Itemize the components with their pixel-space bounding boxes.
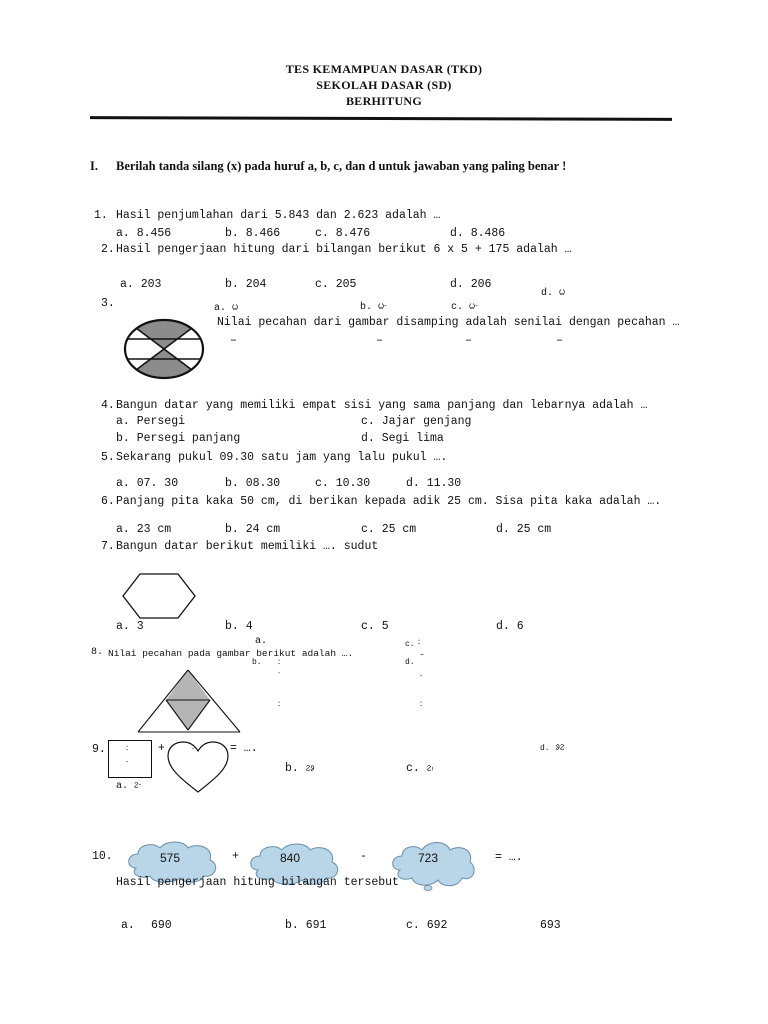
q2-option-a[interactable]: a. 203 — [120, 278, 162, 291]
q8-triangle-figure — [134, 662, 244, 734]
q9-equals: = …. — [230, 742, 258, 755]
q6-option-a[interactable]: a. 23 cm — [116, 523, 172, 536]
q7-hexagon-figure — [120, 572, 198, 622]
q6-number: 6. — [101, 495, 115, 508]
q3-circle-figure — [122, 317, 206, 381]
title-line-2: SEKOLAH DASAR (SD) — [316, 78, 452, 92]
q4-number: 4. — [101, 399, 115, 412]
q5-option-b[interactable]: b. 08.30 — [225, 477, 281, 490]
q8-frac-mark-6: ᱹ — [420, 670, 423, 679]
q3-dash-d: – — [556, 334, 563, 347]
q2-option-b[interactable]: b. 204 — [225, 278, 267, 291]
q8-option-a[interactable]: a. — [255, 636, 268, 647]
q6-option-d[interactable]: d. 25 cm — [496, 523, 552, 536]
q10-option-a-value[interactable]: 690 — [151, 919, 172, 932]
q5-option-d[interactable]: d. 11.30 — [406, 477, 462, 490]
q3-number: 3. — [101, 297, 115, 310]
q7-option-b[interactable]: b. 4 — [225, 620, 253, 633]
q5-number: 5. — [101, 451, 115, 464]
q8-frac-mark-1: ᱺ — [278, 658, 281, 667]
q8-option-c[interactable]: c. — [405, 640, 415, 649]
q9-option-c[interactable]: c. ᱮ᱾ — [406, 762, 434, 775]
q4-option-d[interactable]: d. Segi lima — [361, 432, 444, 445]
q6-option-b[interactable]: b. 24 cm — [225, 523, 281, 536]
q7-option-a[interactable]: a. 3 — [116, 620, 144, 633]
q8-frac-mark-7: ᱺ — [420, 700, 423, 709]
q3-dash-c: – — [465, 334, 472, 347]
q8-option-d[interactable]: d. — [405, 658, 415, 667]
q4-option-c[interactable]: c. Jajar genjang — [361, 415, 472, 428]
q1-option-d[interactable]: d. 8.486 — [450, 227, 506, 240]
q3-option-c[interactable]: c. ᱦᱼ — [451, 302, 478, 313]
q6-text: Panjang pita kaka 50 cm, di berikan kepada adik 25 cm. Sisa pita kaka adalah …. — [116, 495, 662, 508]
q9-option-b[interactable]: b. ᱮᱽ — [285, 762, 315, 775]
q3-dash-b: – — [376, 334, 383, 347]
q10-option-c[interactable]: c. 692 — [406, 919, 448, 932]
q3-shaded-bottom — [122, 349, 206, 381]
q2-option-c[interactable]: c. 205 — [315, 278, 357, 291]
q8-frac-mark-4: ᱺ — [418, 638, 421, 647]
q5-option-a[interactable]: a. 07. 30 — [116, 477, 179, 490]
q4-option-a[interactable]: a. Persegi — [116, 415, 186, 428]
q7-option-c[interactable]: c. 5 — [361, 620, 389, 633]
q3-dash-a: – — [230, 334, 237, 347]
q10-option-b[interactable]: b. 691 — [285, 919, 327, 932]
q8-frac-mark-5: ᱻ — [420, 652, 424, 661]
q6-option-c[interactable]: c. 25 cm — [361, 523, 417, 536]
q1-text: Hasil penjumlahan dari 5.843 dan 2.623 adalah … — [116, 209, 441, 222]
q3-option-b[interactable]: b. ᱦᱼ — [360, 302, 387, 313]
q10-number-1: 575 — [160, 851, 181, 865]
q8-number: 8. — [91, 647, 104, 658]
q1-number: 1. — [94, 209, 108, 222]
q1-option-c[interactable]: c. 8.476 — [315, 227, 371, 240]
q9-frac-mark-3: ᱺ — [192, 743, 195, 752]
q10-option-d[interactable]: 693 — [540, 919, 561, 932]
section-numeral: I. — [90, 159, 98, 173]
q8-option-b[interactable]: b. — [252, 658, 262, 667]
q3-option-d[interactable]: d. ᱦ — [541, 288, 566, 299]
q10-number-3: 723 — [418, 851, 439, 865]
q9-number: 9. — [92, 743, 106, 756]
q7-option-d[interactable]: d. 6 — [496, 620, 524, 633]
q9-plus-sign: + — [158, 742, 165, 755]
q10-equals: = …. — [495, 851, 523, 864]
q10-option-a-label[interactable]: a. — [121, 919, 135, 932]
q5-text: Sekarang pukul 09.30 satu jam yang lalu pukul …. — [116, 451, 448, 464]
q4-text: Bangun datar yang memiliki empat sisi yang sama panjang dan lebarnya adalah … — [116, 399, 648, 412]
title-line-3: BERHITUNG — [345, 94, 423, 108]
header-rule — [90, 116, 672, 121]
q2-text: Hasil pengerjaan hitung dari bilangan berikut 6 x 5 + 175 adalah … — [116, 243, 572, 256]
q8-text: Nilai pecahan pada gambar berikut adalah …. — [108, 648, 354, 659]
q1-option-b[interactable]: b. 8.466 — [225, 227, 281, 240]
q9-frac-mark-1: ᱺ — [126, 744, 129, 753]
q10-minus-sign: - — [360, 850, 367, 863]
section-instruction: Berilah tanda silang (x) pada huruf a, b, c, dan d untuk jawaban yang paling benar ! — [116, 159, 567, 173]
q3-text: Nilai pecahan dari gambar disamping adalah senilai dengan pecahan … — [217, 316, 680, 329]
q3-shaded-top — [122, 317, 206, 349]
q5-option-c[interactable]: c. 10.30 — [315, 477, 371, 490]
q2-number: 2. — [101, 243, 115, 256]
q8-frac-mark-2: ᱸ — [278, 672, 281, 681]
q2-option-d[interactable]: d. 206 — [450, 278, 492, 291]
q9-heart-figure — [166, 740, 230, 794]
q8-frac-mark-3: ᱺ — [278, 700, 281, 709]
q4-option-b[interactable]: b. Persegi panjang — [116, 432, 241, 445]
q9-option-d[interactable]: d. ᱽᱮ — [540, 744, 565, 753]
q9-square-figure — [108, 740, 152, 778]
q7-text: Bangun datar berikut memiliki …. sudut — [116, 540, 379, 553]
q10-text: Hasil pengerjaan hitung bilangan tersebut — [116, 876, 399, 889]
q10-number-2: 840 — [280, 851, 301, 865]
q10-number: 10. — [92, 850, 113, 863]
q7-number: 7. — [101, 540, 115, 553]
q10-plus-sign: + — [232, 850, 239, 863]
q3-option-a[interactable]: a. ᱦ — [214, 303, 239, 314]
q1-option-a[interactable]: a. 8.456 — [116, 227, 172, 240]
q9-frac-mark-2: ᱹ — [126, 756, 129, 765]
title-line-1: TES KEMAMPUAN DASAR (TKD) — [285, 62, 483, 76]
q9-option-a[interactable]: a. ᱮᱼ — [116, 781, 142, 792]
